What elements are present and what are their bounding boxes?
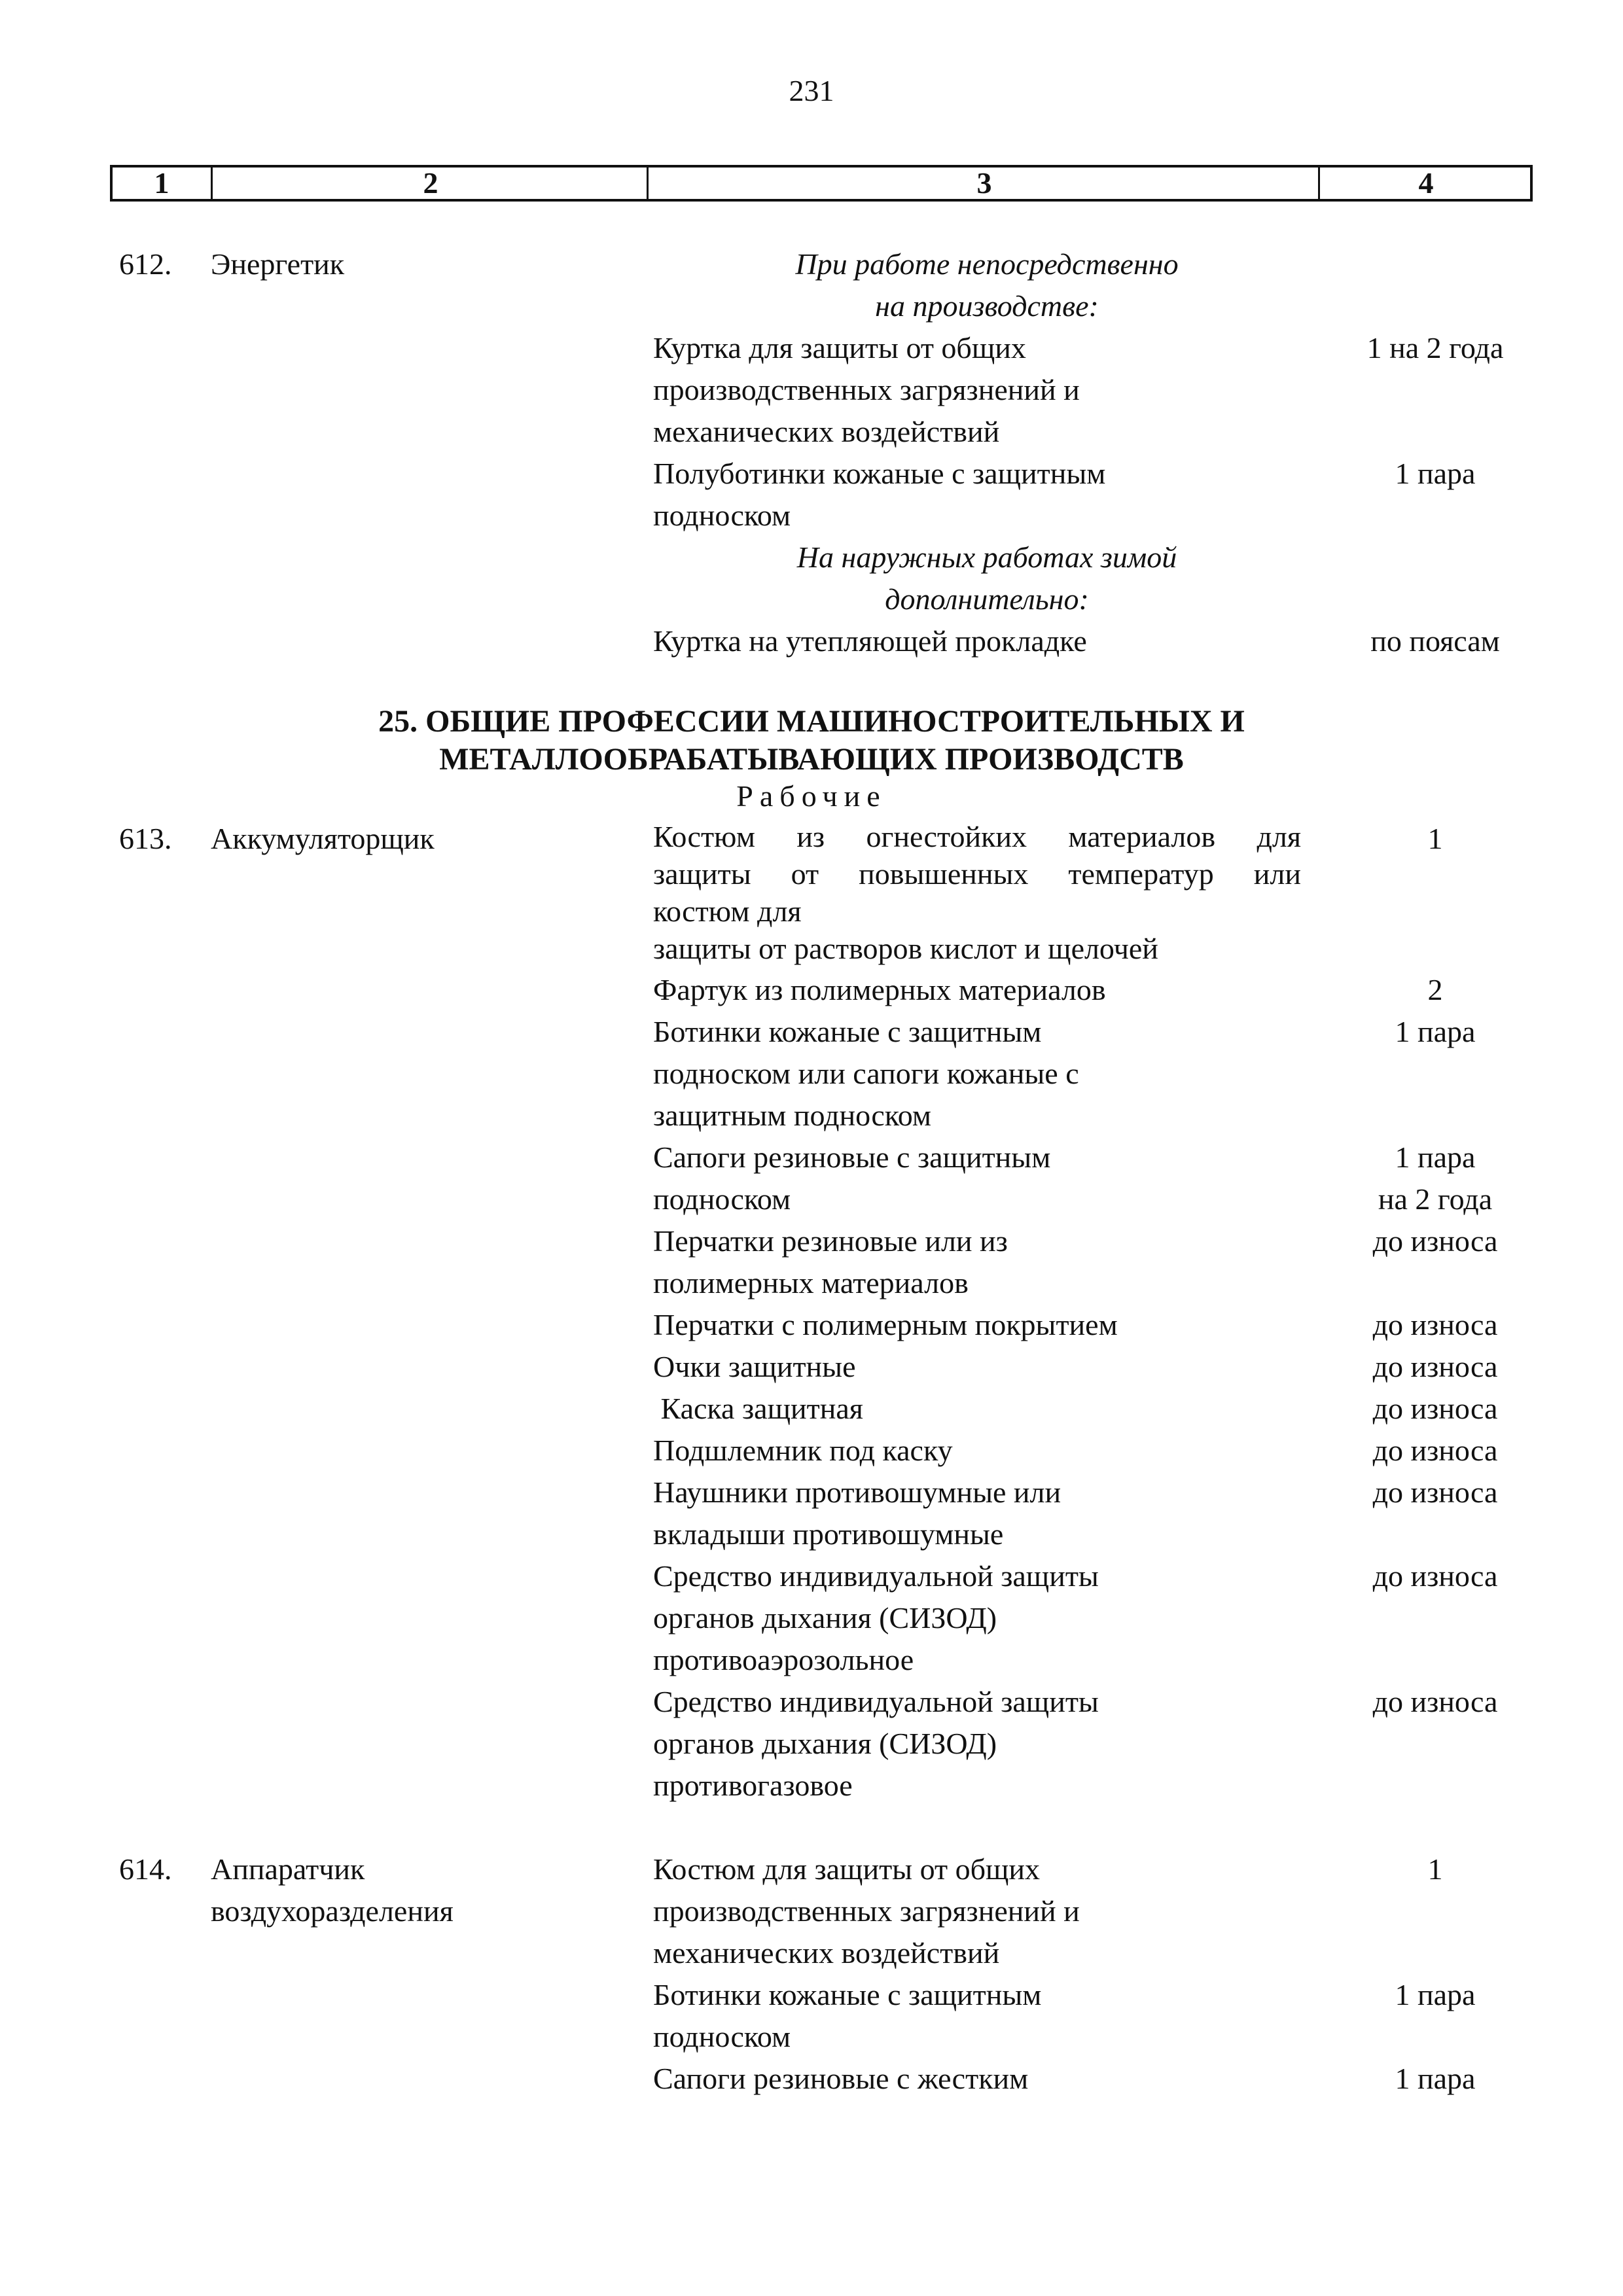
item-quantity: до износа (1372, 1475, 1498, 1509)
item-text: подноском (653, 499, 791, 532)
item-text: подноском (653, 2020, 791, 2053)
item-text: костюм для (653, 894, 802, 928)
item-text: механических воздействий (653, 415, 1000, 448)
item-text: Сапоги резиновые с жестким (653, 2062, 1029, 2095)
item-quantity: до износа (1372, 1434, 1498, 1467)
condition-heading: дополнительно: (885, 582, 1089, 616)
item-quantity: 1 на 2 года (1366, 331, 1504, 364)
item-quantity: 1 пара (1395, 457, 1476, 490)
item-quantity: до износа (1372, 1685, 1498, 1718)
item-text: Средство индивидуальной защиты (653, 1559, 1099, 1593)
item-text: производственных загрязнений и (653, 1894, 1080, 1928)
item-quantity: на 2 года (1378, 1182, 1493, 1216)
item-text: Сапоги резиновые с защитным (653, 1140, 1051, 1174)
item-text: органов дыхания (СИЗОД) (653, 1601, 997, 1634)
item-text: полимерных материалов (653, 1266, 969, 1299)
entry-number: 614. (119, 1852, 172, 1886)
profession-name: Аппаратчик (211, 1852, 365, 1886)
condition-heading: При работе непосредственно (795, 247, 1179, 281)
column-header-4: 4 (1318, 168, 1532, 199)
item-text: Перчатки резиновые или из (653, 1224, 1008, 1258)
item-quantity: до износа (1372, 1392, 1498, 1425)
item-text: Средство индивидуальной защиты (653, 1685, 1099, 1718)
item-text: производственных загрязнений и (653, 373, 1080, 406)
profession-name: Аккумуляторщик (211, 822, 435, 855)
item-text: Каска защитная (653, 1392, 863, 1425)
item-text: Ботинки кожаные с защитным (653, 1978, 1042, 2011)
section-title: 25. ОБЩИЕ ПРОФЕССИИ МАШИНОСТРОИТЕЛЬНЫХ И (378, 704, 1245, 739)
condition-heading: На наружных работах зимой (796, 540, 1177, 574)
item-text: защитным подноском (653, 1099, 931, 1132)
item-text: защиты от растворов кислот и щелочей (653, 932, 1158, 965)
column-header-3: 3 (647, 168, 1320, 199)
item-text: Куртка на утепляющей прокладке (653, 624, 1087, 658)
profession-name: воздухоразделения (211, 1894, 454, 1928)
column-header-2: 2 (211, 168, 649, 199)
item-quantity: до износа (1372, 1559, 1498, 1593)
item-quantity: до износа (1372, 1224, 1498, 1258)
item-text: противоаэрозольное (653, 1643, 914, 1676)
column-header-row (110, 165, 1533, 202)
item-text: Куртка для защиты от общих (653, 331, 1026, 364)
item-text: Перчатки с полимерным покрытием (653, 1308, 1118, 1341)
item-quantity: 1 пара (1395, 1015, 1476, 1048)
item-text: Наушники противошумные или (653, 1475, 1061, 1509)
item-text: Фартук из полимерных материалов (653, 973, 1106, 1006)
item-text: механических воздействий (653, 1936, 1000, 1969)
item-text: Подшлемник под каску (653, 1434, 953, 1467)
section-subheading: Рабочие (736, 779, 887, 813)
item-quantity: до износа (1372, 1350, 1498, 1383)
item-text: Очки защитные (653, 1350, 856, 1383)
item-text: подноском или сапоги кожаные с (653, 1057, 1079, 1090)
item-text: Костюм из огнестойких материалов для (653, 820, 1301, 853)
item-quantity: 1 пара (1395, 1140, 1476, 1174)
entry-number: 613. (119, 822, 172, 855)
item-text: Костюм для защиты от общих (653, 1852, 1041, 1886)
item-text: противогазовое (653, 1769, 853, 1802)
item-quantity: по поясам (1370, 624, 1500, 658)
page-number: 231 (789, 74, 834, 107)
condition-heading: на производстве: (875, 289, 1099, 323)
item-quantity: 2 (1427, 973, 1443, 1006)
item-quantity: 1 (1427, 822, 1443, 855)
item-text: Полуботинки кожаные с защитным (653, 457, 1106, 490)
item-quantity: 1 пара (1395, 1978, 1476, 2011)
item-quantity: до износа (1372, 1308, 1498, 1341)
column-header-1: 1 (154, 166, 169, 200)
item-text: Ботинки кожаные с защитным (653, 1015, 1042, 1048)
item-text: вкладыши противошумные (653, 1517, 1004, 1551)
profession-name: Энергетик (211, 247, 345, 281)
item-text: защиты от повышенных температур или (653, 857, 1301, 891)
item-quantity: 1 пара (1395, 2062, 1476, 2095)
item-quantity: 1 (1427, 1852, 1443, 1886)
section-title: МЕТАЛЛООБРАБАТЫВАЮЩИХ ПРОИЗВОДСТВ (439, 742, 1184, 777)
entry-number: 612. (119, 247, 172, 281)
item-text: подноском (653, 1182, 791, 1216)
item-text: органов дыхания (СИЗОД) (653, 1727, 997, 1760)
